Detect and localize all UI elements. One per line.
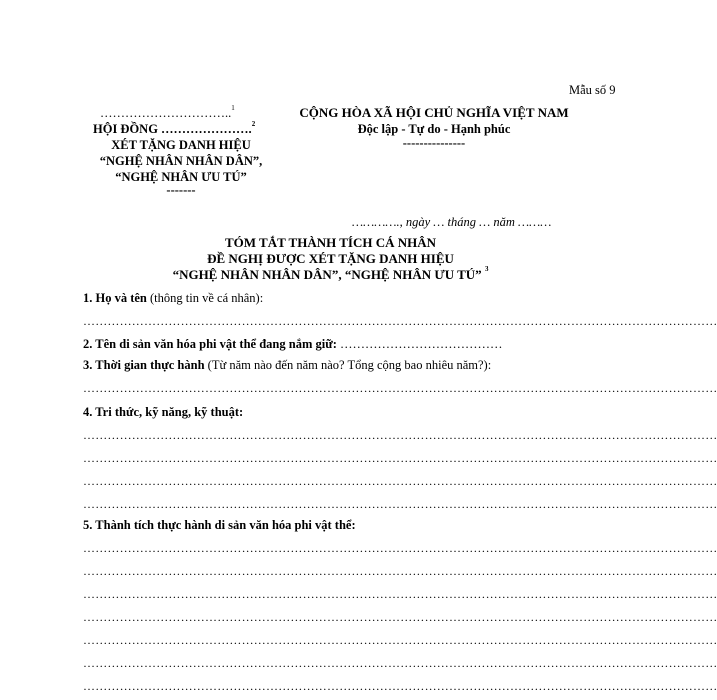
- fill-line[interactable]: …………………………………………………………………………………………………………………………………………: [83, 497, 717, 511]
- title-line-1: TÓM TẮT THÀNH TÍCH CÁ NHÂN: [224, 235, 437, 250]
- agency-blank-line: …………………………..$^1$: [100, 104, 235, 120]
- national-motto: Độc lập - Tự do - Hạnh phúc: [357, 122, 511, 136]
- fill-line[interactable]: …………………………………………………………………………………………………………………………………………: [83, 610, 717, 624]
- council-label: HỘI ĐỒNG ………………….$^2$: [93, 120, 256, 136]
- section-1-heading: 1. Họ và tên (thông tin về cá nhân):: [83, 291, 264, 305]
- fill-line[interactable]: …………………………………………………………………………………………………………………………………………: [83, 451, 717, 465]
- fill-line[interactable]: …………………………………………………………………………………………………………………………………………: [83, 679, 717, 693]
- fill-line[interactable]: …………………………………………………………………………………………………………………………………………: [83, 541, 717, 555]
- section-2-fill[interactable]: …………………………………: [336, 337, 503, 351]
- section-2-heading: 2. Tên di sản văn hóa phi vật thể đang nắm giữ: …………………………………: [83, 337, 503, 351]
- section-5-heading: 5. Thành tích thực hành di sản văn hóa phi vật thể:: [83, 518, 356, 532]
- fill-line[interactable]: …………………………………………………………………………………………………………………………………………: [83, 474, 717, 488]
- council-line-2: XÉT TẶNG DANH HIỆU: [111, 138, 251, 152]
- fill-line[interactable]: …………………………………………………………………………………………………………………………………………: [83, 564, 717, 578]
- council-line-3: “NGHỆ NHÂN NHÂN DÂN”,: [99, 154, 263, 168]
- left-header-separator: -------: [166, 183, 196, 197]
- section-4-heading: 4. Tri thức, kỹ năng, kỹ thuật:: [83, 405, 244, 419]
- fill-line[interactable]: …………………………………………………………………………………………………………………………………………: [83, 428, 717, 442]
- council-line-4: “NGHỆ NHÂN ƯU TÚ”: [115, 170, 247, 184]
- section-3-heading: 3. Thời gian thực hành (Từ năm nào đến năm nào? Tổng cộng bao nhiêu năm?):: [83, 358, 492, 372]
- fill-line[interactable]: …………………………………………………………………………………………………………………………………………: [83, 633, 717, 647]
- date-line: …………., ngày … tháng … năm ………: [352, 215, 552, 229]
- form-number: Mẫu số 9: [569, 83, 616, 97]
- fill-line[interactable]: …………………………………………………………………………………………………………………………………………: [83, 587, 717, 601]
- fill-line[interactable]: …………………………………………………………………………………………………………………………………………: [83, 381, 717, 395]
- right-header-separator: ---------------: [402, 136, 466, 150]
- fill-line[interactable]: …………………………………………………………………………………………………………………………………………: [83, 314, 717, 328]
- nation-name: CỘNG HÒA XÃ HỘI CHỦ NGHĨA VIỆT NAM: [299, 105, 569, 120]
- title-line-3: “NGHỆ NHÂN NHÂN DÂN”, “NGHỆ NHÂN ƯU TÚ” $^3$: [172, 265, 489, 282]
- fill-line[interactable]: …………………………………………………………………………………………………………………………………………: [83, 656, 717, 670]
- title-line-2: ĐỀ NGHỊ ĐƯỢC XÉT TẶNG DANH HIỆU: [207, 251, 454, 266]
